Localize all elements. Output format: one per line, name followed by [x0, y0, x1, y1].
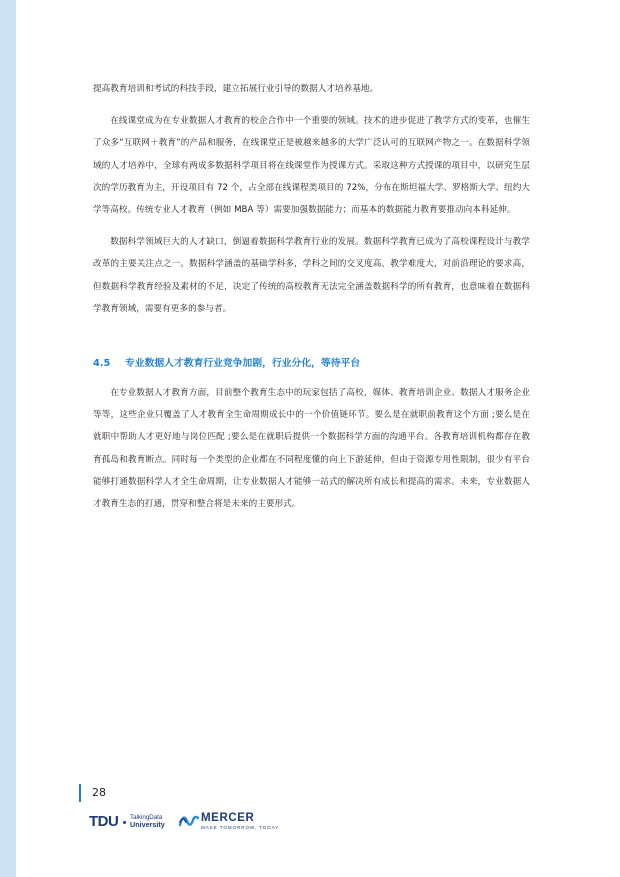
paragraph-ecosystem: 在专业数据人才教育方面，目前整个教育生态中的玩家包括了高校，媒体、教育培训企业、数据人才服务企业等等，这些企业只覆盖了人才教育全生命周期成长中的一个价值链环节。要么是在就职前教育这个方面 ;要么是在就职中帮助人才更好地与岗位匹配 ;要么是在就职后提供一个数据科学方面的沟通平台。各教育培训机构都存在教育孤岛和教育断点。同时每一个类型的企业都在不同程度懂的向上下游延伸，但由于资源专用性限制，很少有平台能够打通数据科学人才全生命周期，让专业数据人才能够一站式的解决所有成长和提高的需求。未来，专业数据人才教育生态的打通，贯穿和整合将是未来的主要形式。 [93, 388, 530, 510]
tdu-logo-text [130, 814, 165, 828]
paragraph-talent-gap: 数据科学领域巨大的人才缺口，倒逼着数据科学教育行业的发展。数据科学教育已成为了高校课程设计与教学改革的主要关注点之一。数据科学涵盖的基础学科多，学科之间的交叉度高，教学难度大，对前沿理论的要求高，但数据科学教育经验及素材的不足，决定了传统的高校教育无法完全涵盖数据科学的所有教育，也意味着在数据科学教育领域，需要有更多的参与者。 [93, 237, 530, 314]
section-4-5-body [93, 382, 530, 515]
section-4-4-body [93, 78, 530, 320]
page-number-bar [79, 784, 81, 802]
section-heading [93, 355, 360, 369]
tdu-logo-line1: TalkingData [130, 814, 163, 821]
section-title: 专业数据人才教育行业竞争加剧，行业分化，等待平台 [125, 358, 361, 369]
tdu-logo-line2: University [130, 820, 165, 829]
paragraph-online-classroom: 在线课堂成为在专业数据人才教育的校企合作中一个重要的领域。技术的进步促进了教学方式的变革，也催生了众多“互联网＋教育”的产品和服务，在线课堂正是被越来越多的大学广泛认可的互联网产物之一。在数据科学领域的人才培养中，全球有两成多数据科学项目将在线课堂作为授课方式。采取这种方式授课的项目中，以研究生层次的学历教育为主，开设项目有 72 个，占全部在线课程类项目的 72%，分布在斯坦福大学、罗格斯大学、纽约大学等高校。传统专业人才教育（例如 MBA 等）需要加强数据能力；而基本的数据能力教育要推动向本科延伸。 [93, 116, 530, 216]
section-number: 4.5 [93, 358, 111, 369]
paragraph-continuation: 提高教育培训和考试的科技手段，建立拓展行业引导的数据人才培养基地。 [93, 84, 379, 94]
tdu-logo-mark: TDU [89, 813, 119, 830]
mercer-logo-name: MERCER [201, 812, 255, 824]
tdu-logo-dot [123, 821, 126, 824]
mercer-wave-icon [179, 815, 199, 827]
mercer-logo-tagline: MAKE TOMORROW, TODAY [201, 825, 280, 830]
page-number: 28 [92, 786, 106, 799]
footer-logos [89, 812, 289, 834]
side-color-band [0, 0, 16, 877]
